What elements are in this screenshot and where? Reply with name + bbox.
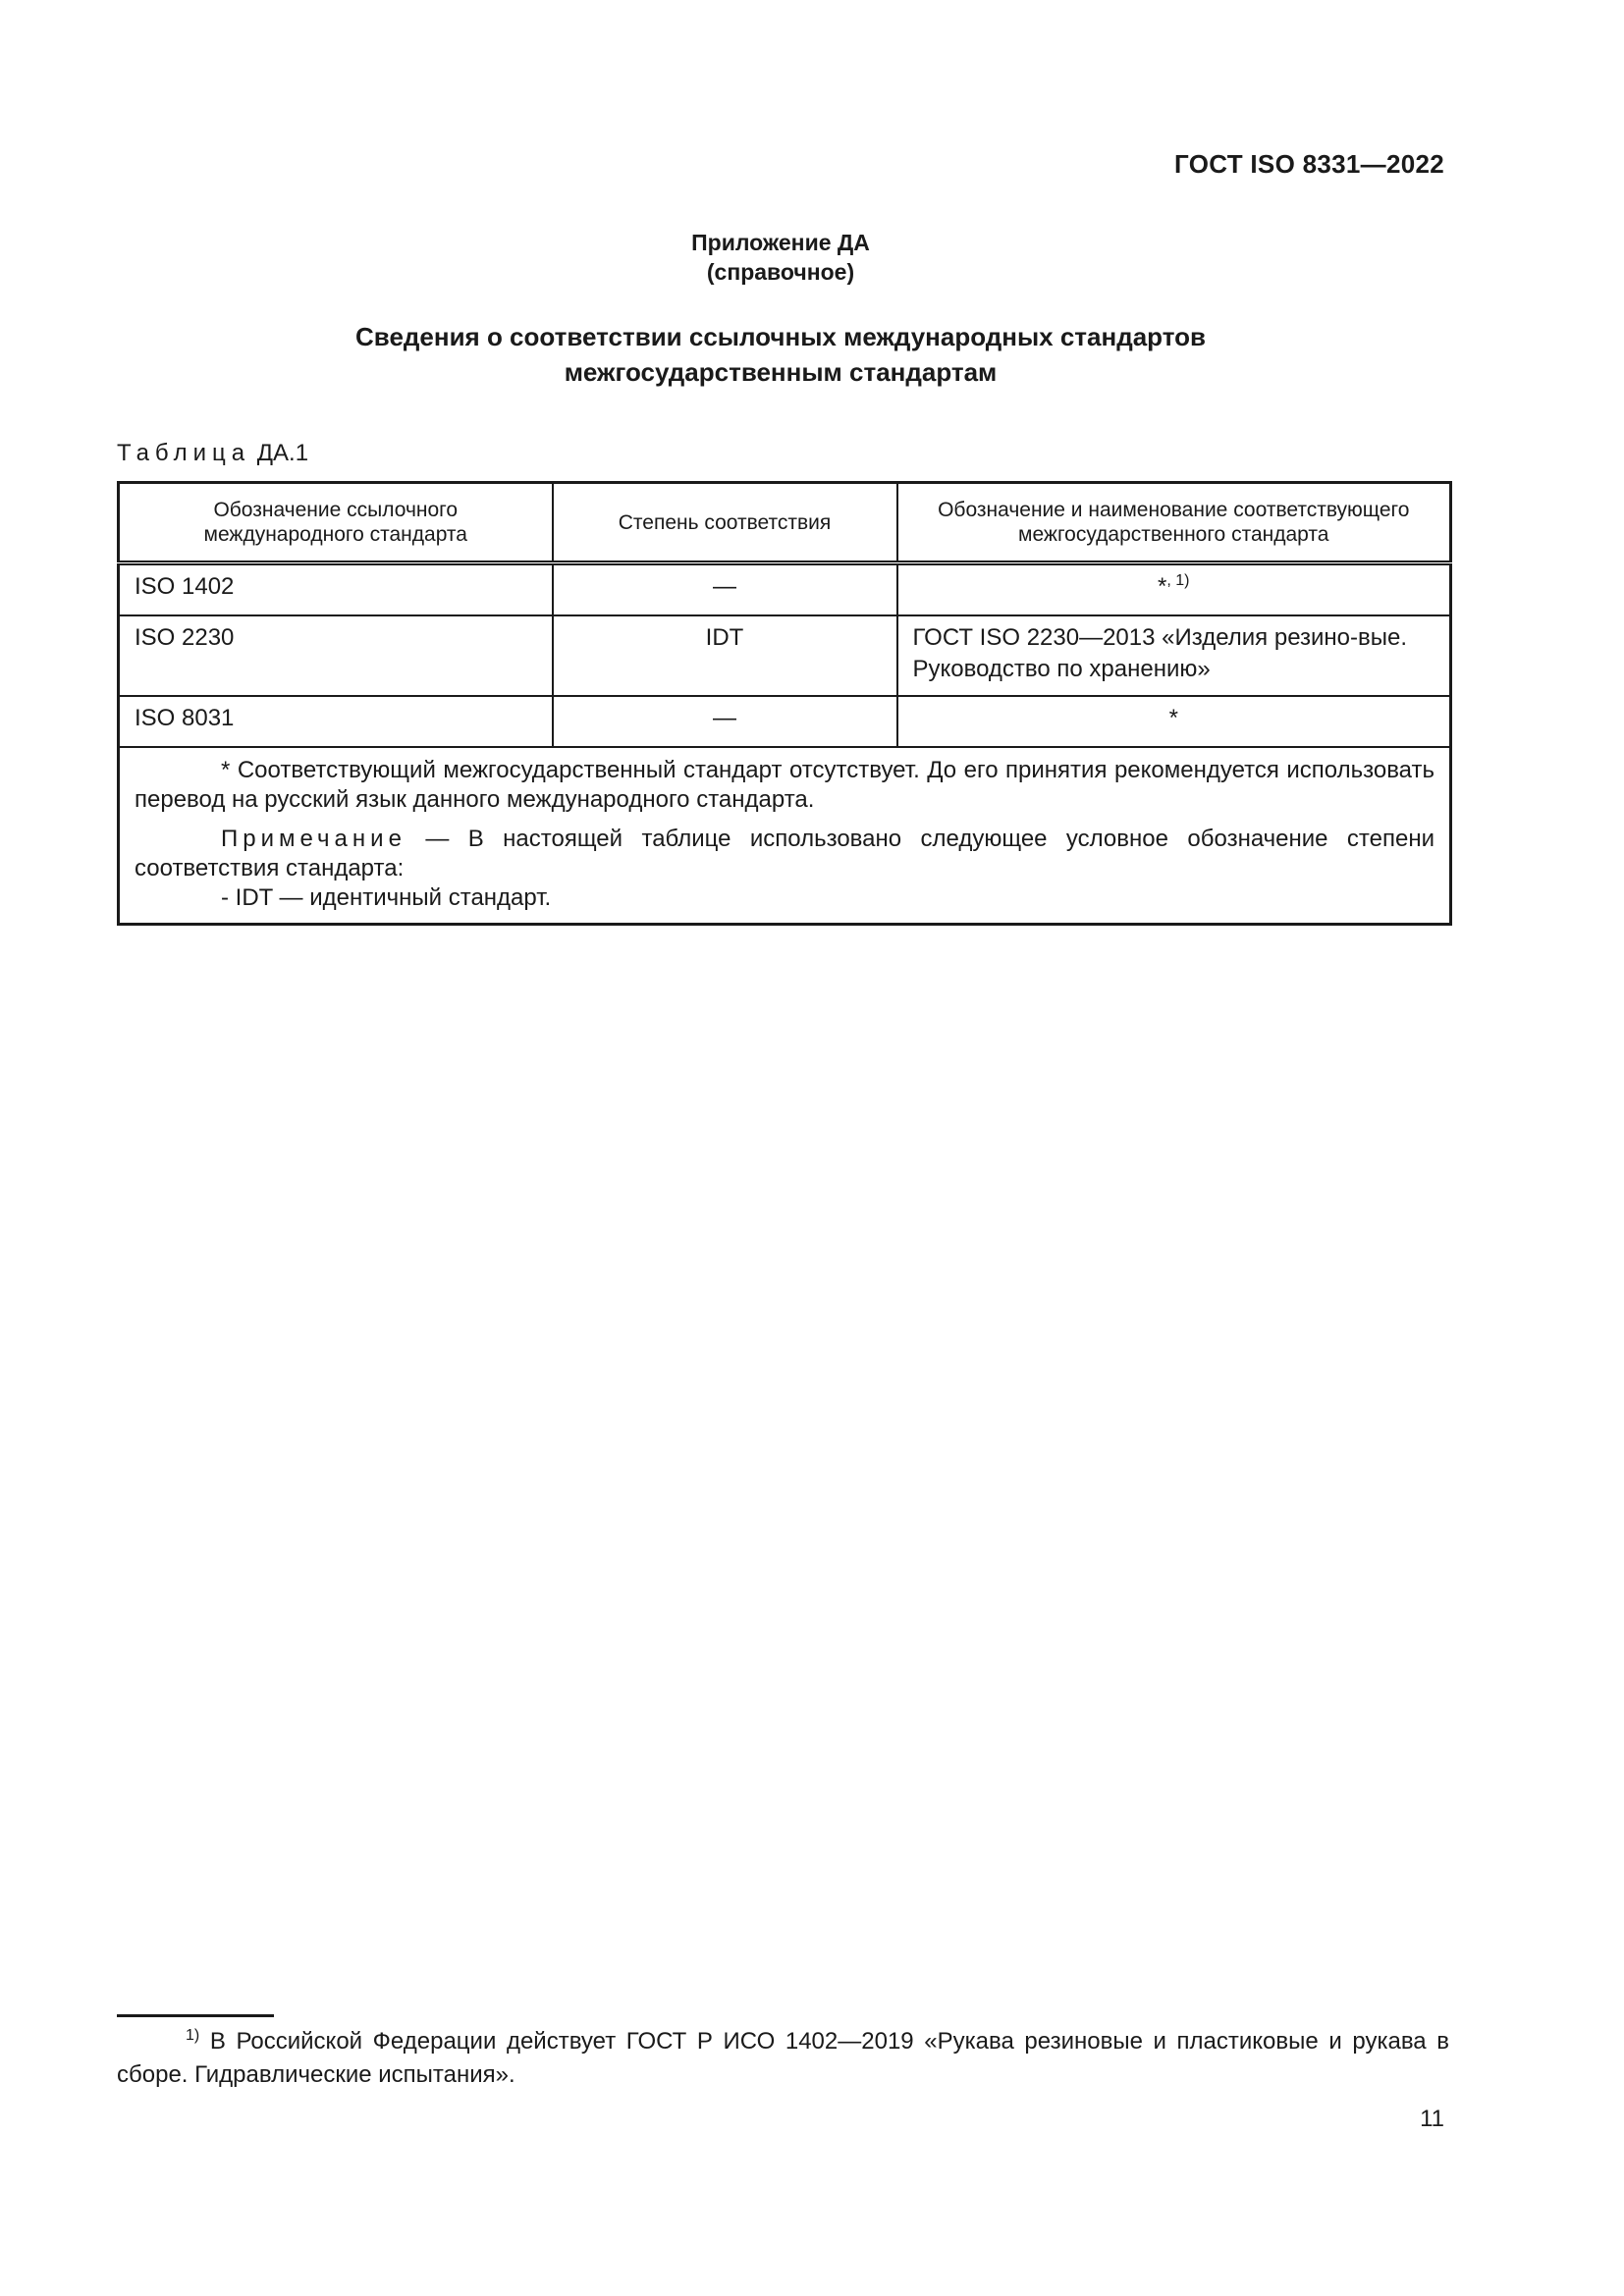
table-caption <box>117 440 308 467</box>
note-list-item: - IDT — идентичный стандарт. <box>221 884 552 911</box>
table-notes <box>119 747 1451 925</box>
cell-national: ГОСТ ISO 2230—2013 «Изделия резино-вые. Руководство по хранению» <box>897 615 1451 696</box>
note-text: — В настоящей таблице использовано следующее условное обозначение степени соответствия стандарта: <box>135 826 1435 881</box>
cell-degree: — <box>553 563 897 616</box>
note-paragraph <box>135 825 1435 883</box>
cell-national <box>897 563 1451 616</box>
document-code: ГОСТ ISO 8331—2022 <box>1174 149 1444 179</box>
footnote-separator <box>117 2014 274 2017</box>
annex-heading <box>0 228 1561 287</box>
cell-national: * <box>897 696 1451 747</box>
cell-national-mark: * <box>1158 573 1167 600</box>
table-notes-row <box>119 747 1451 925</box>
table-row <box>119 563 1451 616</box>
cell-reference: ISO 2230 <box>119 615 553 696</box>
section-title-line-2: межгосударственным стандартам <box>564 357 998 387</box>
header-national-standard: Обозначение и наименование соответствующего межгосударственного стандарта <box>897 483 1451 563</box>
cell-degree: — <box>553 696 897 747</box>
section-title-line-1: Сведения о соответствии ссылочных международных стандартов <box>355 322 1206 351</box>
footnote-mark: 1) <box>186 2027 200 2044</box>
table-row <box>119 615 1451 696</box>
note-label: Примечание <box>221 826 406 852</box>
standards-correspondence-table <box>117 481 1452 926</box>
cell-degree: IDT <box>553 615 897 696</box>
table-row <box>119 696 1451 747</box>
footnote-reference-mark[interactable]: , 1) <box>1166 572 1190 589</box>
star-note: * Соответствующий межгосударственный стандарт отсутствует. До его принятия рекомендуется использовать перевод на русский язык данного международного стандарта. <box>135 757 1435 813</box>
annex-status: (справочное) <box>706 259 855 285</box>
table-caption-number: ДА.1 <box>256 440 309 466</box>
header-degree-of-correspondence: Степень соответствия <box>553 483 897 563</box>
cell-reference: ISO 8031 <box>119 696 553 747</box>
annex-title: Приложение ДА <box>691 230 870 255</box>
footnote <box>117 2025 1449 2092</box>
cell-reference: ISO 1402 <box>119 563 553 616</box>
page-number: 11 <box>1420 2106 1444 2132</box>
table-header-row <box>119 483 1451 563</box>
section-title <box>0 319 1561 390</box>
footnote-text: В Российской Федерации действует ГОСТ Р ИСО 1402—2019 «Рукава резиновые и пластиковые и рукава в сборе. Гидравлические испытания». <box>117 2028 1449 2088</box>
table-caption-word: Таблица <box>117 440 251 466</box>
header-reference-standard: Обозначение ссылочного международного стандарта <box>119 483 553 563</box>
